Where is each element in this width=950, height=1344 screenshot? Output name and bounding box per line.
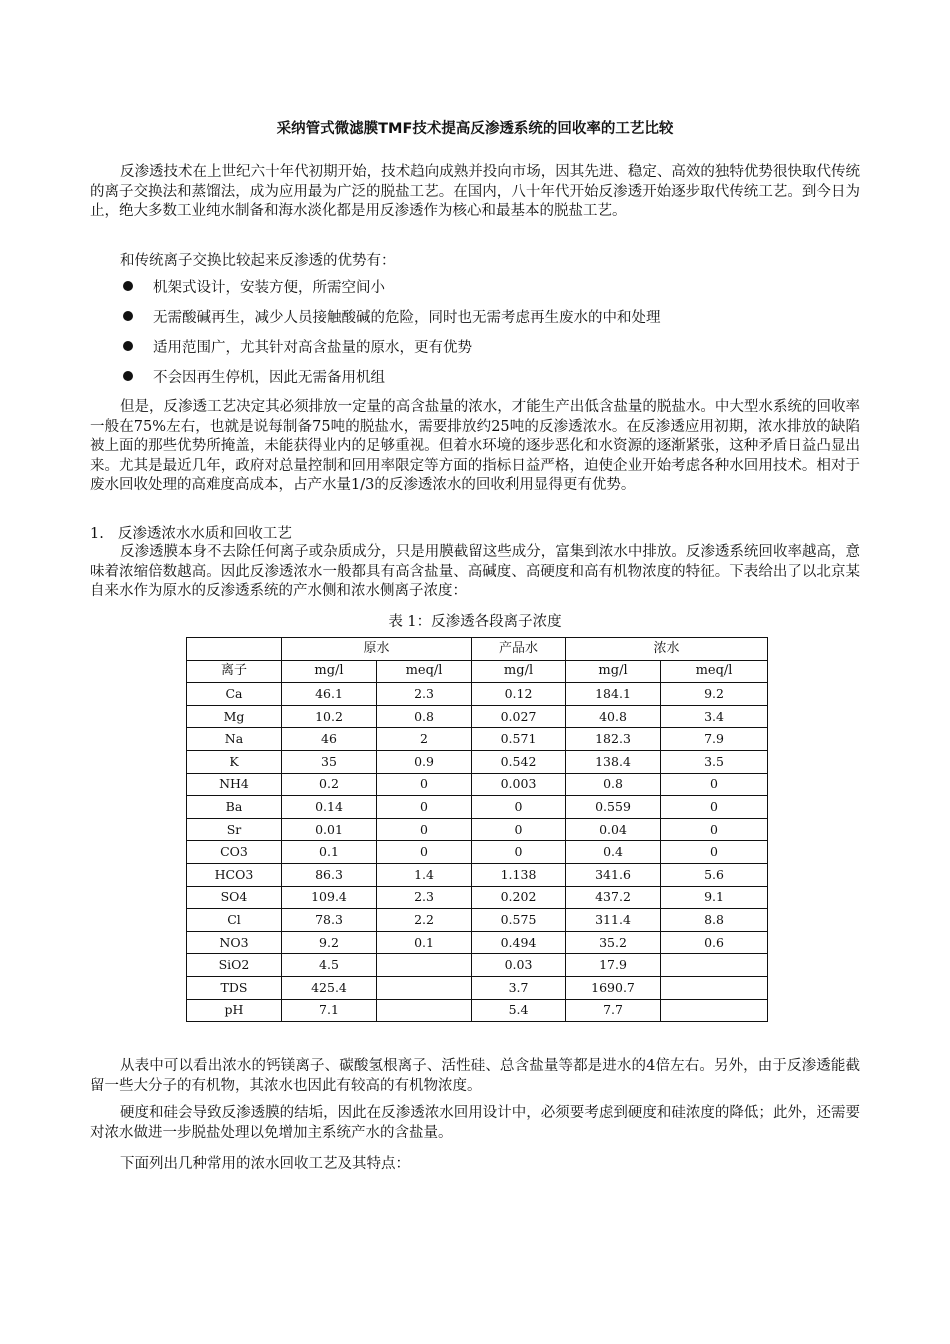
advantage-text: 不会因再生停机，因此无需备用机组 [153, 370, 385, 386]
table-cell: 0.01 [282, 818, 377, 841]
table-header-cell: 产品水 [472, 638, 566, 661]
ion-name-cell: HCO3 [187, 863, 282, 886]
bullet-icon [123, 281, 133, 291]
drawback-paragraph: 但是，反渗透工艺决定其必须排放一定量的高含盐量的浓水，才能生产出低含盐量的脱盐水。中大型水系统的回收率一般在75%左右，也就是说每制备75吨的脱盐水，需要排放约25吨的反渗透浓水。在反渗透应用初期，浓水排放的缺陷被上面的那些优势所掩盖，未能获得业内的足够重视。但着水环境的逐步恶化和水资源的逐渐紧张，这种矛盾日益凸显出来。尤其是最近几年，政府对总量控制和回用率限定等方面的指标日益严格，迫使企业开始考虑各种水回用技术。相对于废水回收处理的高难度高成本，占产水量1/3的反渗透浓水的回收利用显得更有优势。 [90, 399, 860, 493]
table-cell: 0.202 [472, 886, 566, 909]
bullet-icon [123, 311, 133, 321]
table-cell: 184.1 [566, 683, 661, 706]
table-cell: 3.7 [472, 976, 566, 999]
table-cell: 1.4 [377, 863, 472, 886]
table-cell [377, 976, 472, 999]
table-row [187, 999, 768, 1022]
advantage-text: 适用范围广，尤其针对高含盐量的原水，更有优势 [153, 340, 472, 356]
table-cell: 0.2 [282, 773, 377, 796]
table-cell: 0.8 [377, 705, 472, 728]
table-row [187, 796, 768, 819]
table-cell: 46.1 [282, 683, 377, 706]
table-cell: 5.4 [472, 999, 566, 1022]
table-cell: 0 [377, 796, 472, 819]
bullet-icon [123, 341, 133, 351]
advantage-item [123, 369, 385, 389]
table-cell: 8.8 [661, 909, 768, 932]
table-cell: 0.14 [282, 796, 377, 819]
table-cell: 425.4 [282, 976, 377, 999]
table-cell: 0.04 [566, 818, 661, 841]
table-cell: 0.027 [472, 705, 566, 728]
section-body: 反渗透膜本身不去除任何离子或杂质成分，只是用膜截留这些成分，富集到浓水中排放。反渗透系统回收率越高，意味着浓缩倍数越高。因此反渗透浓水一般都具有高含盐量、高碱度、高硬度和高有机物浓度的特征。下表给出了以北京某自来水作为原水的反渗透系统的产水侧和浓水侧离子浓度： [90, 544, 860, 599]
table-header-cell: mg/l [472, 660, 566, 683]
section-number: 1. [90, 526, 104, 542]
table-cell: 35 [282, 750, 377, 773]
table-cell: 4.5 [282, 954, 377, 977]
table-cell: 7.9 [661, 728, 768, 751]
table-cell: 437.2 [566, 886, 661, 909]
table-cell: 0.9 [377, 750, 472, 773]
table-header-cell: mg/l [282, 660, 377, 683]
table-cell: 0 [472, 818, 566, 841]
ion-name-cell: Ba [187, 796, 282, 819]
table-row [187, 863, 768, 886]
after-table-paragraph: 下面列出几种常用的浓水回收工艺及其特点： [120, 1156, 410, 1172]
ion-name-cell: SiO2 [187, 954, 282, 977]
section-title: 反渗透浓水水质和回收工艺 [117, 526, 292, 542]
table-cell: 78.3 [282, 909, 377, 932]
table-caption: 表 1：反渗透各段离子浓度 [388, 614, 562, 630]
advantage-item [123, 339, 472, 359]
intro-paragraph: 反渗透技术在上世纪六十年代初期开始，技术趋向成熟并投向市场，因其先进、稳定、高效的独特优势很快取代传统的离子交换法和蒸馏法，成为应用最为广泛的脱盐工艺。在国内，八十年代开始反渗透开始逐步取代传统工艺。到今日为止，绝大多数工业纯水制备和海水淡化都是用反渗透作为核心和最基本的脱盐工艺。 [90, 164, 860, 219]
table-cell [661, 976, 768, 999]
ion-name-cell: NH4 [187, 773, 282, 796]
table-row [187, 841, 768, 864]
table-cell: 0 [661, 796, 768, 819]
table-header-cell: mg/l [566, 660, 661, 683]
table-cell: 40.8 [566, 705, 661, 728]
table-cell [661, 999, 768, 1022]
after-table-paragraph: 硬度和硅会导致反渗透膜的结垢，因此在反渗透浓水回用设计中，必须要考虑到硬度和硅浓度的降低；此外，还需要对浓水做进一步脱盐处理以免增加主系统产水的含盐量。 [90, 1105, 860, 1141]
table-group-header-row [187, 638, 768, 661]
table-cell: 1.138 [472, 863, 566, 886]
table-header-cell: meq/l [661, 660, 768, 683]
table-cell: 341.6 [566, 863, 661, 886]
table-cell: 2 [377, 728, 472, 751]
table-cell: 109.4 [282, 886, 377, 909]
table-cell: 0.494 [472, 931, 566, 954]
table-cell: 0.6 [661, 931, 768, 954]
ion-name-cell: NO3 [187, 931, 282, 954]
table-header-cell: meq/l [377, 660, 472, 683]
table-cell: 0 [661, 841, 768, 864]
bullet-icon [123, 371, 133, 381]
advantage-item [123, 279, 385, 299]
table-row [187, 818, 768, 841]
section-heading [90, 525, 292, 545]
table-cell: 0.03 [472, 954, 566, 977]
table-row [187, 909, 768, 932]
table-row [187, 976, 768, 999]
table-cell: 0 [377, 773, 472, 796]
table-cell: 0.542 [472, 750, 566, 773]
table-cell: 0.1 [377, 931, 472, 954]
table-cell: 0 [472, 796, 566, 819]
table-cell [377, 999, 472, 1022]
ion-name-cell: pH [187, 999, 282, 1022]
ion-name-cell: CO3 [187, 841, 282, 864]
table-cell: 0.1 [282, 841, 377, 864]
table-row [187, 705, 768, 728]
document-title: 采纳管式微滤膜TMF技术提高反渗透系统的回收率的工艺比较 [276, 121, 674, 137]
table-cell: 3.5 [661, 750, 768, 773]
ion-name-cell: Mg [187, 705, 282, 728]
ion-name-cell: SO4 [187, 886, 282, 909]
table-row [187, 954, 768, 977]
ion-name-cell: K [187, 750, 282, 773]
table-cell: 0.12 [472, 683, 566, 706]
table-cell: 182.3 [566, 728, 661, 751]
table-cell: 9.2 [282, 931, 377, 954]
table-cell: 0.4 [566, 841, 661, 864]
table-cell: 1690.7 [566, 976, 661, 999]
table-header-cell: 离子 [187, 660, 282, 683]
table-header-cell: 浓水 [566, 638, 768, 661]
table-cell: 0.003 [472, 773, 566, 796]
table-row [187, 773, 768, 796]
table-cell: 9.2 [661, 683, 768, 706]
table-header-cell [187, 638, 282, 661]
table-cell: 311.4 [566, 909, 661, 932]
ion-concentration-table [186, 637, 768, 1022]
advantage-text: 机架式设计，安装方便，所需空间小 [153, 280, 385, 296]
table-cell [661, 954, 768, 977]
advantages-intro: 和传统离子交换比较起来反渗透的优势有： [120, 253, 396, 269]
table-row [187, 931, 768, 954]
table-cell: 46 [282, 728, 377, 751]
ion-name-cell: Ca [187, 683, 282, 706]
ion-name-cell: TDS [187, 976, 282, 999]
ion-name-cell: Cl [187, 909, 282, 932]
advantage-text: 无需酸碱再生，减少人员接触酸碱的危险，同时也无需考虑再生废水的中和处理 [153, 310, 661, 326]
table-cell: 0 [661, 818, 768, 841]
table-cell: 0 [377, 841, 472, 864]
table-cell [377, 954, 472, 977]
table-row [187, 886, 768, 909]
table-cell: 86.3 [282, 863, 377, 886]
table-body [187, 683, 768, 1022]
table-row [187, 728, 768, 751]
table-cell: 2.3 [377, 886, 472, 909]
table-cell: 0.559 [566, 796, 661, 819]
table-cell: 2.2 [377, 909, 472, 932]
table-cell: 0.8 [566, 773, 661, 796]
table-cell: 2.3 [377, 683, 472, 706]
table-cell: 5.6 [661, 863, 768, 886]
table-cell: 7.1 [282, 999, 377, 1022]
table-cell: 0.575 [472, 909, 566, 932]
table-cell: 9.1 [661, 886, 768, 909]
table-cell: 0.571 [472, 728, 566, 751]
after-table-paragraph: 从表中可以看出浓水的钙镁离子、碳酸氢根离子、活性硅、总含盐量等都是进水的4倍左右。另外，由于反渗透能截留一些大分子的有机物，其浓水也因此有较高的有机物浓度。 [90, 1058, 860, 1094]
table-cell: 35.2 [566, 931, 661, 954]
ion-name-cell: Sr [187, 818, 282, 841]
table-sub-header-row [187, 660, 768, 683]
table-cell: 0 [472, 841, 566, 864]
table-cell: 7.7 [566, 999, 661, 1022]
table-cell: 17.9 [566, 954, 661, 977]
table-header-cell: 原水 [282, 638, 472, 661]
table-row [187, 683, 768, 706]
table-cell: 3.4 [661, 705, 768, 728]
table-cell: 138.4 [566, 750, 661, 773]
table-row [187, 750, 768, 773]
ion-name-cell: Na [187, 728, 282, 751]
table-cell: 10.2 [282, 705, 377, 728]
advantage-item [123, 309, 661, 329]
table-cell: 0 [377, 818, 472, 841]
table-cell: 0 [661, 773, 768, 796]
